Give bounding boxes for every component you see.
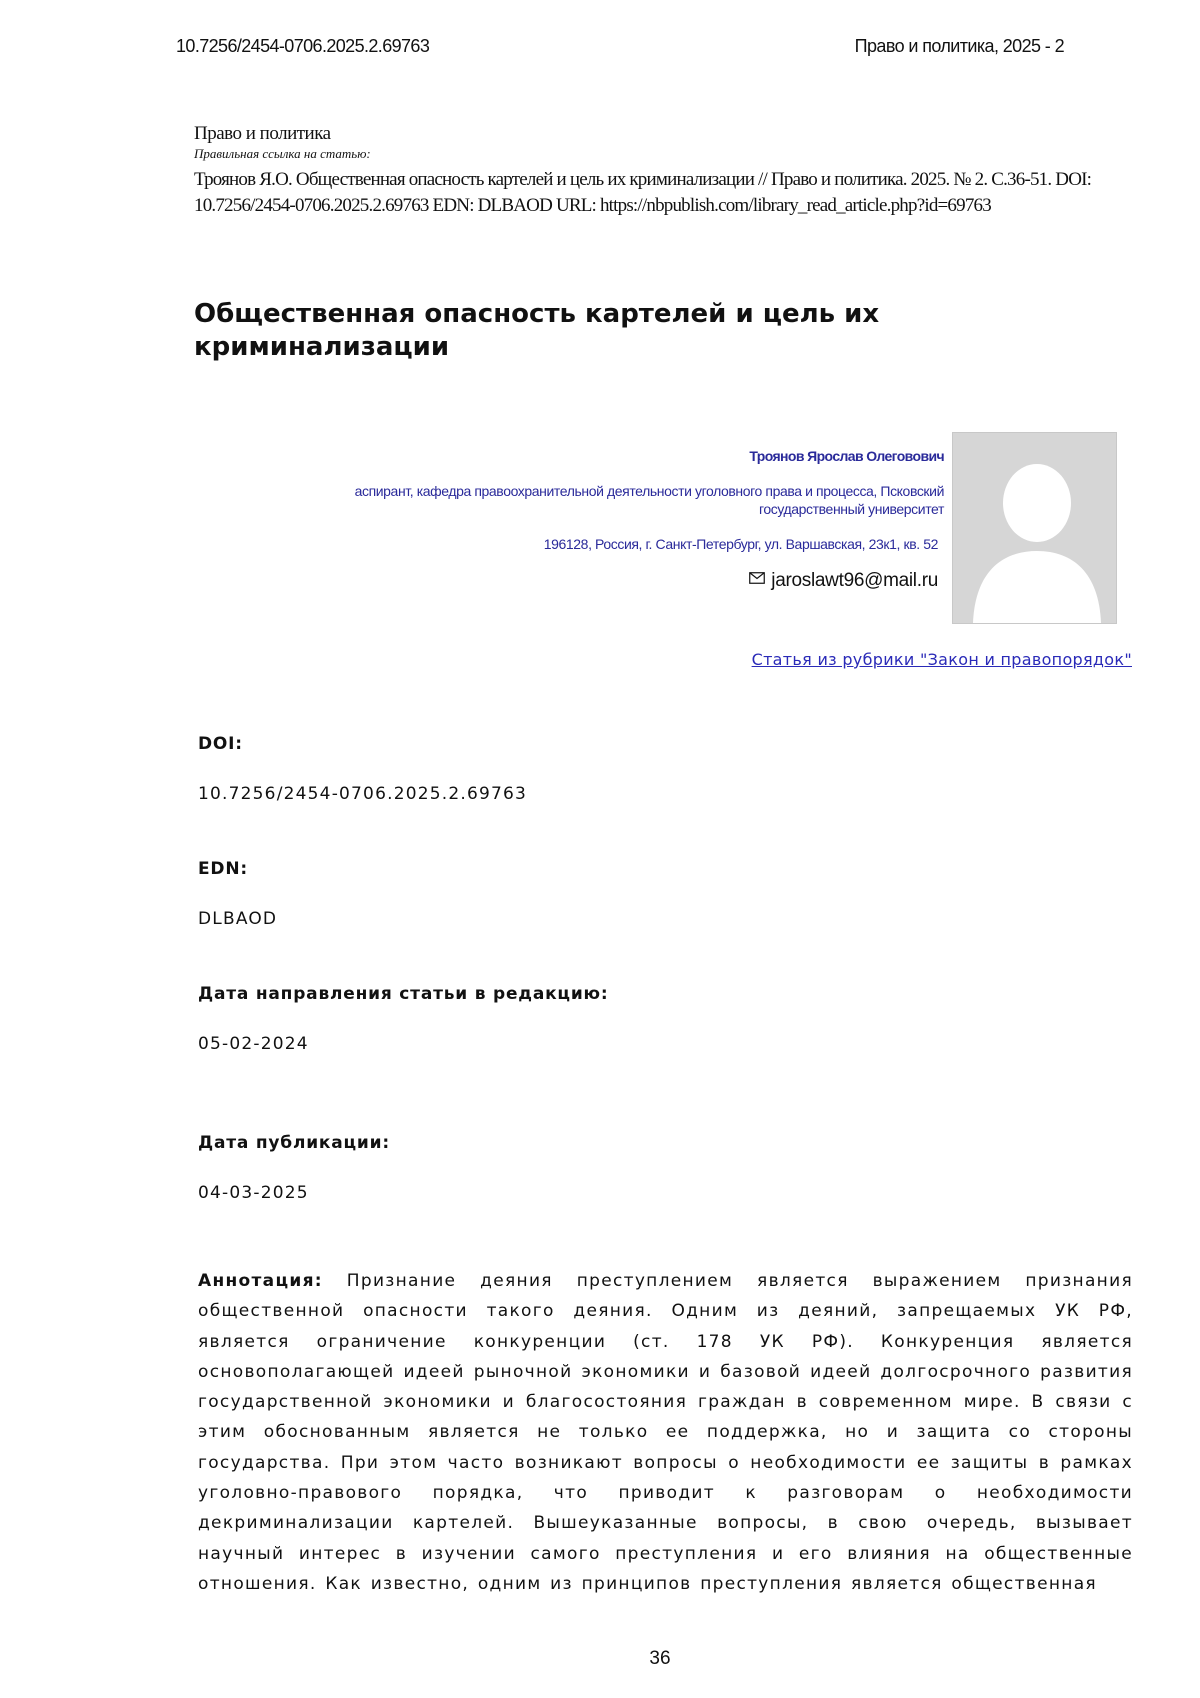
edn-field — [198, 859, 277, 929]
page-number: 36 — [649, 1648, 671, 1669]
author-email-row[interactable] — [260, 570, 938, 592]
running-header-doi: 10.7256/2454-0706.2025.2.69763 — [176, 36, 430, 56]
submitted-date-field — [198, 984, 608, 1054]
published-date-label: Дата публикации: — [198, 1133, 390, 1153]
abstract-text: Признание деяния преступлением является выражением признания общественной опасности такого деяния. Одним из деяний, запрещаемых УК РФ, является ограничение конкуренции (ст. 178 УК РФ). Конкуренция является основополагающей идеей рыночной экономики и базовой идеей долгосрочного развития государственной экономики и благосостояния граждан в современном мире. В связи с этим обоснованным является не только ее поддержка, но и защита со стороны государства. При этом часто возникают вопросы о необходимости ее защиты в рамках уголовно-правового порядка, что приводит к разговорам о необходимости декриминализации картелей. Вышеуказанные вопросы, в свою очередь, вызывает научный интерес в изучении самого преступления и его влияния на общественные отношения. Как известно, одним из принципов преступления является общественная — [198, 1271, 1133, 1594]
edn-label: EDN: — [198, 859, 248, 879]
author-block — [260, 436, 946, 592]
submitted-date-label: Дата направления статьи в редакцию: — [198, 984, 609, 1004]
edn-value: DLBAOD — [198, 909, 278, 929]
abstract — [198, 1266, 1133, 1599]
envelope-icon — [749, 568, 765, 590]
doi-label: DOI: — [198, 734, 243, 754]
author-address: 196128, Россия, г. Санкт-Петербург, ул. Варшавская, 23к1, кв. 52 — [543, 536, 938, 552]
running-header-journal-issue: Право и политика, 2025 - 2 — [854, 36, 1064, 56]
author-avatar — [952, 432, 1117, 624]
author-affiliation: аспирант, кафедра правоохранительной деятельности уголовного права и процесса, Псковский государственный университет — [354, 483, 944, 517]
rubric-link[interactable]: Статья из рубрики "Закон и правопорядок" — [751, 650, 1132, 669]
citation-label: Правильная ссылка на статью: — [194, 146, 371, 161]
author-email[interactable]: jaroslawt96@mail.ru — [771, 570, 938, 592]
journal-name: Право и политика — [194, 123, 331, 144]
doi-field — [198, 734, 527, 804]
person-silhouette-icon — [953, 433, 1116, 623]
published-date-value: 04-03-2025 — [198, 1183, 309, 1203]
citation-text: Троянов Я.О. Общественная опасность картелей и цель их криминализации // Право и политика. 2025. № 2. С.36-51. DOI: 10.7256/2454-0706.2025.2.69763 EDN: DLBAOD URL: https://nbpublish.com/library_read_article.php?id=69763 — [194, 169, 1092, 216]
submitted-date-value: 05-02-2024 — [198, 1034, 309, 1054]
citation-block — [194, 122, 1109, 219]
article-title: Общественная опасность картелей и цель их криминализации — [194, 299, 880, 362]
published-date-field — [198, 1133, 390, 1203]
doi-value: 10.7256/2454-0706.2025.2.69763 — [198, 784, 528, 804]
author-name: Троянов Ярослав Олеговович — [749, 448, 944, 464]
abstract-label: Аннотация: — [198, 1271, 323, 1291]
